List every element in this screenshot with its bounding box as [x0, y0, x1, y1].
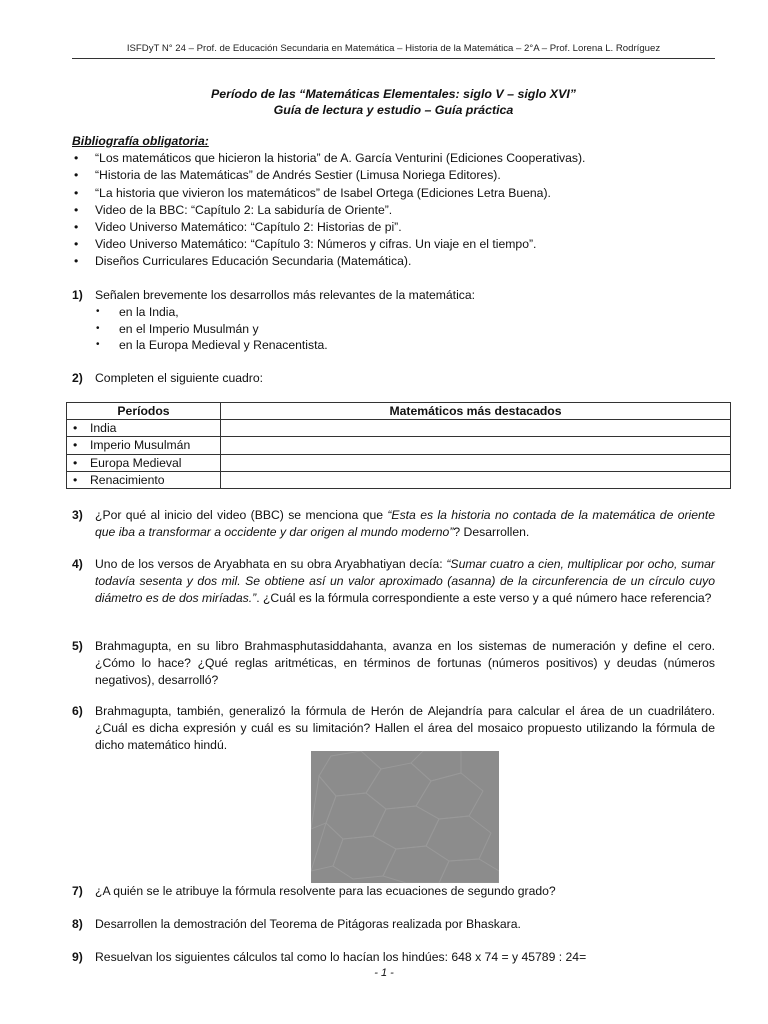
mosaic-image [311, 751, 499, 883]
video-quote: “Esta es la historia no contada de la matemática de oriente que iba a transformar a occidente y dar origen al mundo moderno” [95, 508, 715, 539]
bibliography-section [72, 133, 715, 271]
question-text: Brahmagupta, en su libro Brahmasphutasiddahanta, avanza en los sistemas de numeración y define el cero. ¿Cómo lo hace? ¿Qué reglas aritméticas, en términos de fortunas (números positivos) y deudas (números negativos), desarrolló? [95, 639, 715, 687]
question-text: Brahmagupta, también, generalizó la fórmula de Herón de Alejandría para calcular el área de un cuadrilátero. ¿Cuál es dicha expresión y cuál es su limitación? Hallen el área del mosaico propuesto utilizando la fórmula de dicho matemático hindú. [95, 704, 715, 752]
bullet-icon: • [73, 421, 78, 436]
bullet-icon: • [74, 220, 79, 235]
question-number: 5) [72, 639, 83, 653]
mathematicians-cell[interactable] [221, 437, 731, 454]
bullet-icon: • [96, 322, 100, 334]
list-item: • en el Imperio Musulmán y [96, 321, 259, 336]
column-header-periods: Períodos [67, 403, 221, 420]
table-row [67, 437, 731, 454]
table-row [67, 454, 731, 471]
question-number: 2) [72, 371, 83, 385]
bullet-icon: • [96, 305, 100, 317]
title-line-2: Guía de lectura y estudio – Guía práctica [273, 103, 514, 117]
question-1 [72, 287, 715, 354]
bullet-icon: • [74, 151, 79, 166]
question-number: 4) [72, 557, 83, 571]
question-text: Completen el siguiente cuadro: [95, 371, 264, 385]
question-number: 6) [72, 704, 83, 718]
question-2 [72, 370, 715, 387]
mathematicians-cell[interactable] [221, 454, 731, 471]
bullet-icon: • [73, 455, 78, 470]
question-text: Señalen brevemente los desarrollos más relevantes de la matemática: [95, 288, 476, 302]
question-7 [72, 883, 715, 900]
mathematicians-cell[interactable] [221, 420, 731, 437]
question-number: 8) [72, 917, 83, 931]
question-3 [72, 507, 715, 541]
table-row [67, 420, 731, 437]
header-rule [72, 58, 715, 59]
list-item: • Video Universo Matemático: “Capítulo 3: Números y cifras. Un viaje en el tiempo”. [72, 236, 715, 253]
table-header-row [67, 403, 731, 420]
list-item: • “La historia que vivieron los matemáticos” de Isabel Ortega (Ediciones Letra Buena). [72, 185, 715, 202]
question-8 [72, 916, 715, 933]
page-number: - 1 - [374, 967, 394, 979]
question-text: Desarrollen la demostración del Teorema de Pitágoras realizada por Bhaskara. [95, 917, 521, 931]
periods-table [66, 402, 731, 489]
document-title [72, 86, 715, 118]
list-item: • en la India, [96, 304, 179, 319]
question-number: 3) [72, 508, 83, 522]
bullet-icon: • [74, 254, 79, 269]
question-5 [72, 638, 715, 688]
question-text: ¿Por qué al inicio del video (BBC) se menciona que “Esta es la historia no contada de la matemática de oriente que iba a transformar a occidente y dar origen al mundo moderno”? Desarrollen. [95, 508, 715, 539]
mathematicians-cell[interactable] [221, 471, 731, 488]
column-header-mathematicians: Matemáticos más destacados [221, 403, 731, 420]
bullet-icon: • [96, 339, 100, 351]
bibliography-heading: Bibliografía obligatoria: [72, 134, 209, 148]
bibliography-list [72, 150, 715, 270]
question-number: 7) [72, 884, 83, 898]
page-header: ISFDyT N° 24 – Prof. de Educación Secundaria en Matemática – Historia de la Matemática – 2°A – Prof. Lorena L. Rodríguez [126, 43, 661, 54]
list-item: • Diseños Curriculares Educación Secundaria (Matemática). [72, 253, 715, 270]
list-item: • “Los matemáticos que hicieron la historia” de A. García Venturini (Ediciones Cooperativas). [72, 150, 715, 167]
question-6 [72, 703, 715, 753]
bullet-icon: • [73, 438, 78, 453]
question-text: Resuelvan los siguientes cálculos tal como lo hacían los hindúes: 648 x 74 = y 45789 : 24= [95, 950, 587, 964]
table-row [67, 471, 731, 488]
question-text: ¿A quién se le atribuye la fórmula resolvente para las ecuaciones de segundo grado? [95, 884, 556, 898]
period-cell: • Imperio Musulmán [67, 437, 221, 454]
period-cell: • Europa Medieval [67, 454, 221, 471]
bullet-icon: • [74, 185, 79, 200]
question-text: Uno de los versos de Aryabhata en su obra Aryabhatiyan decía: “Sumar cuatro a cien, multiplicar por ocho, sumar todavía sesenta y dos mil. Se obtiene así un valor aproximado (asanna) de la circunferencia de un círculo cuyo diámetro es de dos miríadas.”. ¿Cuál es la fórmula correspondiente a este verso y a qué número hace referencia? [95, 557, 715, 605]
bullet-icon: • [73, 472, 78, 487]
title-line-1: Período de las “Matemáticas Elementales: siglo V – siglo XVI” [211, 87, 576, 101]
verse-quote: “Sumar cuatro a cien, multiplicar por ocho, sumar todavía sesenta y dos mil. Se obtiene así un valor aproximado (asanna) de la circunferencia de un círculo cuyo diámetro es de dos miríadas.” [95, 557, 715, 605]
question-1-list [72, 304, 715, 354]
list-item: • en la Europa Medieval y Renacentista. [96, 338, 328, 353]
period-cell: • India [67, 420, 221, 437]
list-item: • Video de la BBC: “Capítulo 2: La sabiduría de Oriente”. [72, 202, 715, 219]
list-item: • “Historia de las Matemáticas” de Andrés Sestier (Limusa Noriega Editores). [72, 167, 715, 184]
question-number: 9) [72, 950, 83, 964]
bullet-icon: • [74, 168, 79, 183]
list-item: • Video Universo Matemático: “Capítulo 2: Historias de pi”. [72, 219, 715, 236]
bullet-icon: • [74, 237, 79, 252]
question-number: 1) [72, 288, 83, 302]
bullet-icon: • [74, 202, 79, 217]
question-4 [72, 556, 715, 606]
question-9 [72, 949, 715, 966]
period-cell: • Renacimiento [67, 471, 221, 488]
